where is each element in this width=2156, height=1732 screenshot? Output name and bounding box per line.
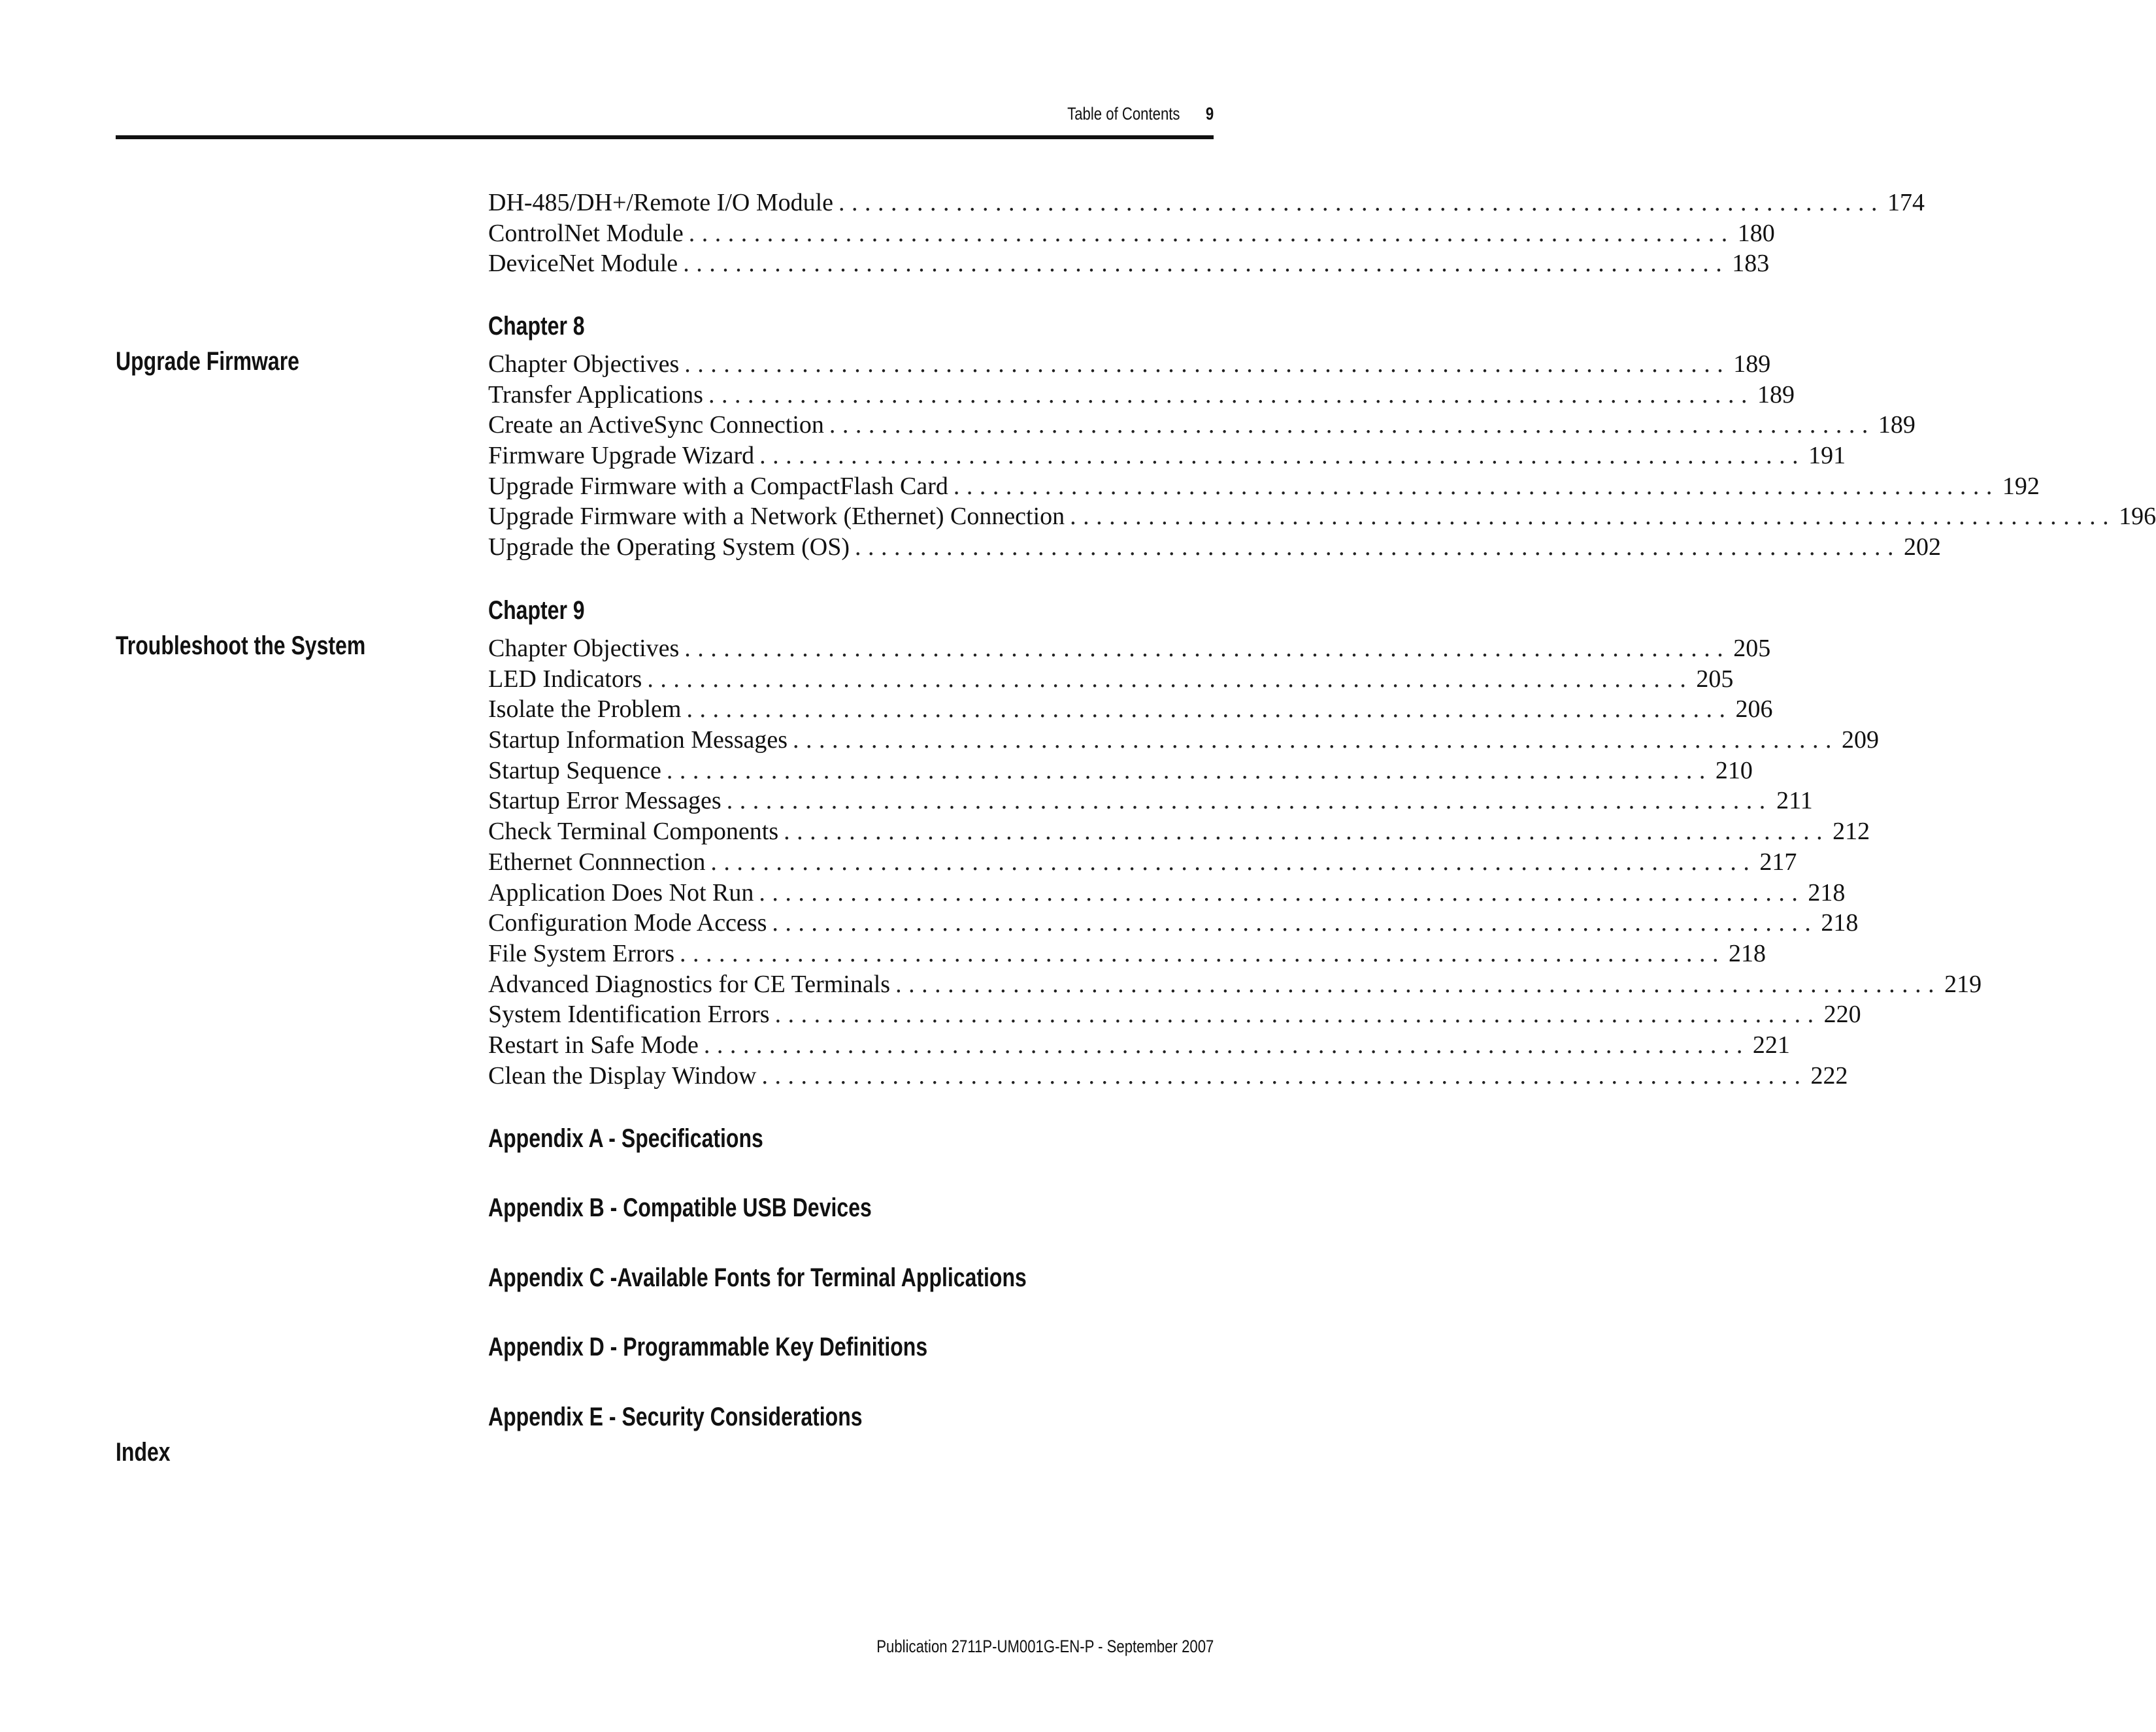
toc-entry[interactable] bbox=[488, 847, 1797, 878]
toc-entry[interactable] bbox=[488, 694, 1773, 725]
toc-entry-label: System Identification Errors bbox=[488, 1001, 770, 1029]
header-rule bbox=[116, 135, 1214, 139]
dot-leader: ................................................................................ bbox=[686, 695, 1733, 724]
toc-entry[interactable] bbox=[488, 532, 1941, 563]
toc-entry-label: Startup Sequence bbox=[488, 756, 661, 784]
toc-entry-label: Upgrade Firmware with a Network (Ethernet) Connection bbox=[488, 503, 1065, 531]
toc-entry-page: 192 bbox=[2002, 472, 2040, 500]
header-title: Table of Contents bbox=[1067, 104, 1180, 124]
toc-entry-page: 196 bbox=[2119, 503, 2156, 531]
toc-entry[interactable] bbox=[488, 218, 1775, 249]
header-page-number: 9 bbox=[1205, 104, 1214, 124]
toc-entry-page: 206 bbox=[1735, 695, 1773, 724]
toc-entry-label: Ethernet Connnection bbox=[488, 848, 706, 876]
toc-entry[interactable] bbox=[488, 471, 2040, 502]
dot-leader: ................................................................................ bbox=[774, 1001, 1821, 1029]
toc-entry-page: 180 bbox=[1737, 219, 1775, 247]
toc-entry-label: Create an ActiveSync Connection bbox=[488, 411, 824, 439]
toc-entry[interactable] bbox=[488, 725, 1880, 756]
toc-entry-label: LED Indicators bbox=[488, 665, 642, 693]
toc-entry[interactable] bbox=[488, 1030, 1790, 1061]
chapter-9-label: Chapter 9 bbox=[488, 596, 585, 625]
toc-chapter-8-entries bbox=[488, 349, 2156, 563]
dot-leader: ................................................................................ bbox=[793, 726, 1839, 754]
toc-entry-label: File System Errors bbox=[488, 939, 674, 967]
toc-entry-label: Restart in Safe Mode bbox=[488, 1031, 699, 1059]
toc-entry-page: 211 bbox=[1776, 787, 1813, 815]
toc-entry-page: 174 bbox=[1887, 189, 1925, 216]
toc-entry[interactable] bbox=[488, 410, 1916, 441]
index-heading: Index bbox=[116, 1438, 171, 1467]
toc-entry[interactable] bbox=[488, 999, 1861, 1030]
dot-leader: ................................................................................ bbox=[1070, 503, 2116, 531]
toc-entry-page: 189 bbox=[1878, 411, 1916, 439]
dot-leader: ................................................................................ bbox=[761, 1061, 1808, 1090]
toc-chapter-9-entries bbox=[488, 633, 1982, 1091]
toc-entry[interactable] bbox=[488, 248, 1770, 279]
toc-entry-page: 218 bbox=[1728, 939, 1766, 967]
dot-leader: ................................................................................ bbox=[772, 909, 1818, 937]
dot-leader: ................................................................................ bbox=[666, 756, 1712, 784]
dot-leader: ................................................................................ bbox=[710, 848, 1757, 876]
toc-entry-page: 209 bbox=[1842, 726, 1880, 754]
toc-entry-page: 218 bbox=[1808, 878, 1846, 907]
toc-entry[interactable] bbox=[488, 908, 1859, 939]
chapter-9-title: Troubleshoot the System bbox=[116, 631, 366, 660]
dot-leader: ................................................................................ bbox=[679, 939, 1725, 967]
dot-leader: ................................................................................ bbox=[647, 665, 1693, 693]
toc-entry-label: Upgrade Firmware with a CompactFlash Card bbox=[488, 472, 948, 500]
toc-entry-label: Chapter Objectives bbox=[488, 350, 680, 378]
toc-entry-page: 205 bbox=[1696, 665, 1734, 693]
toc-entry-label: Chapter Objectives bbox=[488, 635, 680, 662]
dot-leader: ................................................................................ bbox=[829, 411, 1875, 439]
toc-entry[interactable] bbox=[488, 501, 2156, 532]
toc-entry[interactable] bbox=[488, 969, 1982, 1000]
toc-entry-page: 205 bbox=[1733, 635, 1771, 662]
dot-leader: ................................................................................ bbox=[855, 533, 1900, 561]
toc-entry[interactable] bbox=[488, 441, 1846, 471]
toc-entry[interactable] bbox=[488, 939, 1766, 969]
dot-leader: ................................................................................ bbox=[684, 350, 1731, 378]
dot-leader: ................................................................................ bbox=[895, 970, 1942, 998]
dot-leader: ................................................................................ bbox=[726, 787, 1772, 815]
appendix-a-heading: Appendix A - Specifications bbox=[488, 1124, 763, 1153]
toc-entry-label: Upgrade the Operating System (OS) bbox=[488, 533, 850, 561]
toc-entry-page: 202 bbox=[1904, 533, 1941, 561]
appendix-b-heading: Appendix B - Compatible USB Devices bbox=[488, 1193, 872, 1222]
toc-entry-page: 189 bbox=[1757, 380, 1795, 408]
dot-leader: ................................................................................ bbox=[683, 250, 1729, 278]
toc-entry-label: DeviceNet Module bbox=[488, 250, 678, 278]
toc-entry-page: 191 bbox=[1808, 442, 1846, 470]
toc-entry[interactable] bbox=[488, 380, 1795, 410]
toc-entry-label: DH-485/DH+/Remote I/O Module bbox=[488, 189, 834, 216]
toc-entry[interactable] bbox=[488, 1061, 1848, 1091]
toc-entry[interactable] bbox=[488, 816, 1870, 847]
appendix-d-heading: Appendix D - Programmable Key Definitions bbox=[488, 1333, 928, 1361]
toc-entry-label: Application Does Not Run bbox=[488, 878, 754, 907]
toc-entry[interactable] bbox=[488, 349, 1771, 380]
toc-entry-page: 221 bbox=[1752, 1031, 1790, 1059]
toc-entry[interactable] bbox=[488, 633, 1771, 664]
toc-entry-page: 219 bbox=[1944, 970, 1982, 998]
toc-entry-label: ControlNet Module bbox=[488, 219, 684, 247]
chapter-8-title: Upgrade Firmware bbox=[116, 347, 299, 376]
dot-leader: ................................................................................ bbox=[759, 878, 1805, 907]
appendix-c-heading: Appendix C -Available Fonts for Terminal Applications bbox=[488, 1263, 1027, 1292]
dot-leader: ................................................................................ bbox=[759, 442, 1806, 470]
toc-entry[interactable] bbox=[488, 878, 1846, 908]
appendix-e-heading: Appendix E - Security Considerations bbox=[488, 1403, 863, 1431]
toc-entry-label: Check Terminal Components bbox=[488, 818, 779, 846]
toc-entry-label: Startup Error Messages bbox=[488, 787, 721, 815]
toc-entry-label: Advanced Diagnostics for CE Terminals bbox=[488, 970, 891, 998]
toc-entry-page: 210 bbox=[1715, 756, 1753, 784]
chapter-8-label: Chapter 8 bbox=[488, 312, 585, 341]
toc-entry[interactable] bbox=[488, 188, 1925, 218]
toc-entry-label: Configuration Mode Access bbox=[488, 909, 767, 937]
toc-entry-label: Isolate the Problem bbox=[488, 695, 682, 724]
toc-entry-page: 217 bbox=[1759, 848, 1797, 876]
toc-entry-page: 189 bbox=[1733, 350, 1771, 378]
toc-entry-label: Firmware Upgrade Wizard bbox=[488, 442, 755, 470]
dot-leader: ................................................................................ bbox=[688, 219, 1734, 247]
toc-entry-page: 212 bbox=[1833, 818, 1870, 846]
toc-entry[interactable] bbox=[488, 786, 1813, 816]
toc-entry-page: 183 bbox=[1732, 250, 1770, 278]
dot-leader: ................................................................................ bbox=[838, 189, 1885, 216]
dot-leader: ................................................................................ bbox=[953, 472, 1999, 500]
dot-leader: ................................................................................ bbox=[784, 818, 1830, 846]
dot-leader: ................................................................................ bbox=[703, 1031, 1750, 1059]
toc-entry-label: Transfer Applications bbox=[488, 380, 703, 408]
toc-entry-page: 220 bbox=[1823, 1001, 1861, 1029]
dot-leader: ................................................................................ bbox=[684, 635, 1731, 662]
toc-entry[interactable] bbox=[488, 664, 1734, 695]
publication-footer: Publication 2711P-UM001G-EN-P - September 2007 bbox=[876, 1637, 1214, 1656]
toc-top-entries bbox=[488, 188, 1925, 279]
page-header bbox=[116, 101, 1214, 141]
toc-entry-page: 222 bbox=[1810, 1061, 1848, 1090]
toc-entry[interactable] bbox=[488, 756, 1753, 786]
toc-entry-page: 218 bbox=[1821, 909, 1859, 937]
dot-leader: ................................................................................ bbox=[708, 380, 1754, 408]
toc-entry-label: Startup Information Messages bbox=[488, 726, 788, 754]
toc-entry-label: Clean the Display Window bbox=[488, 1061, 757, 1090]
